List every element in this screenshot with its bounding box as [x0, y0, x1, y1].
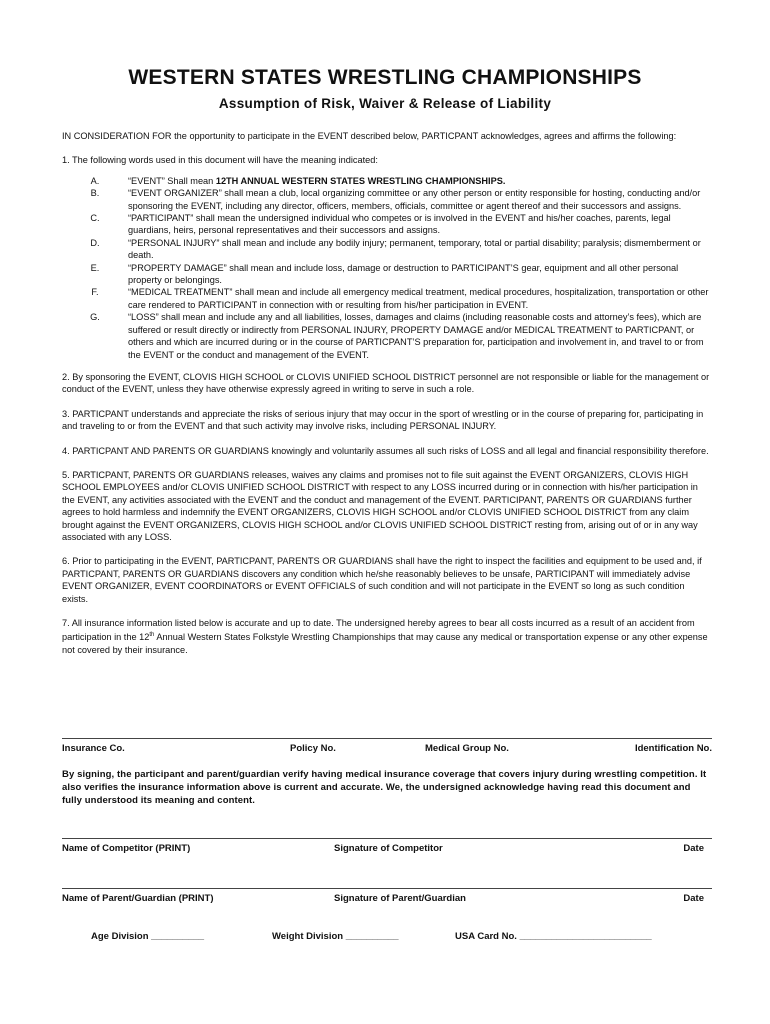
definition-letter: A.	[90, 175, 100, 186]
definition-item	[62, 311, 712, 361]
paragraph-4: 4. PARTICPANT AND PARENTS OR GUARDIANS knowingly and voluntarily assumes all such risks of LOSS and all legal and financial responsibility therefore.	[62, 445, 709, 456]
guardian-name-label: Name of Parent/Guardian (PRINT)	[62, 893, 214, 904]
competitor-name-label: Name of Competitor (PRINT)	[62, 843, 191, 854]
definition-text: “EVENT” Shall mean	[128, 175, 216, 186]
identification-no-label: Identification No.	[634, 743, 712, 754]
definition-item	[62, 237, 712, 262]
insurance-co-label: Insurance Co.	[62, 743, 125, 754]
insurance-line[interactable]	[62, 738, 712, 739]
definition-letter: D.	[90, 237, 100, 248]
competitor-signature-line[interactable]	[62, 838, 712, 839]
document-subtitle: Assumption of Risk, Waiver & Release of Liability	[218, 96, 552, 111]
paragraph-5: 5. PARTICPANT, PARENTS OR GUARDIANS releases, waives any claims and promises not to file suit against the EVENT ORGANIZERS, CLOVIS HIGH SCHOOL EMPLOYEES and/or CLOVIS UNIFIED SCHOOL DISTRICT with respect to any LOSS incurred during or in connection with his/her participation in the EVENT, any activities associated with the EVENT and the conduct and management of the EVENT. PARTICIPANT, PARENTS OR GUARDIANS further agrees to hold harmless and indemnify the EVENT ORGANIZERS, CLOVIS HIGH SCHOOL and/or CLOVIS UNIFIED SCHOOL DISTRICT from any claim brought against the EVENT ORGANIZERS, CLOVIS HIGH SCHOOL and/or CLOVIS UNIFIED SCHOOL DISTRICT resting from, arising out of or in any way associated with any LOSS.	[62, 469, 698, 542]
definition-letter: G.	[90, 312, 100, 323]
event-name: 12TH ANNUAL WESTERN STATES WRESTLING CHAMPIONSHIPS.	[215, 175, 506, 186]
guardian-signature-line[interactable]	[62, 888, 712, 889]
paragraph-2: 2. By sponsoring the EVENT, CLOVIS HIGH SCHOOL or CLOVIS UNIFIED SCHOOL DISTRICT personnel are not responsible or liable for the management or conduct of the EVENT, unless they have otherwise expressly agreed in writing to serve in such a role.	[62, 371, 710, 395]
guardian-signature-label: Signature of Parent/Guardian	[334, 893, 466, 904]
intro-paragraph: IN CONSIDERATION FOR the opportunity to participate in the EVENT described below, PARTICPANT acknowledges, agrees and affirms the following:	[62, 131, 677, 141]
document-title: WESTERN STATES WRESTLING CHAMPIONSHIPS	[128, 66, 642, 89]
paragraph-1: 1. The following words used in this document will have the meaning indicated:	[62, 155, 378, 166]
definition-text: “MEDICAL TREATMENT” shall mean and include all emergency medical treatment, medical procedures, hospitalization, transportation or other care rendered to PARTICIPANT in connection with or resulting from his/her participation in EVENT.	[128, 287, 709, 310]
definition-text: “PARTICIPANT” shall mean the undersigned individual who competes or is involved in the EVENT and his/her coaches, parents, legal guardians, heirs, personal representatives and their successors and assigns.	[128, 213, 671, 236]
age-division-field[interactable]: Age Division __________	[91, 931, 205, 942]
definition-text: “LOSS” shall mean and include any and all liabilities, losses, damages and claims (including reasonable costs and attorney’s fees), which are suffered or result directly or indirectly from PERSONAL INJURY, PROPERTY DAMAGE and/or MEDICAL TREATMENT to PARTICPANT, or others and which are incurred during or in the course of PARTICPANT’S preparation for, participation and involvement in, and travel to or from the EVENT or the conduct and management of the EVENT.	[128, 312, 704, 360]
definition-item	[62, 212, 712, 237]
policy-no-label: Policy No.	[290, 743, 336, 754]
competitor-signature-label: Signature of Competitor	[334, 843, 443, 854]
definition-item	[62, 175, 712, 187]
definition-item	[62, 262, 712, 287]
definition-item	[62, 286, 712, 311]
definition-letter: C.	[90, 213, 100, 224]
definition-text: “PROPERTY DAMAGE” shall mean and include loss, damage or destruction to PARTICIPANT’S gear, equipment and all other personal property or belongings.	[128, 262, 679, 286]
definition-letter: E.	[90, 262, 100, 273]
medical-group-label: Medical Group No.	[425, 743, 509, 754]
definitions-list	[62, 175, 712, 361]
guardian-date-label: Date	[683, 893, 704, 904]
definition-text: “PERSONAL INJURY” shall mean and include any bodily injury; permanent, temporary, total or partial disability; paralysis; dismemberment or death.	[128, 237, 701, 261]
paragraph-3: 3. PARTICPANT understands and appreciate the risks of serious injury that may occur in the sport of wrestling or in the course of preparing for, participating in and traveling to or from the EVENT and that such activity may involve risks, including PERSONAL INJURY.	[62, 408, 704, 432]
definition-text: “EVENT ORGANIZER” shall mean a club, local organizing committee or any other person or entity responsible for hosting, conducting and/or sponsoring the EVENT, including any director, officers, members, officials, committee or agent thereof and their successors and assigns.	[128, 188, 701, 211]
definition-item	[62, 187, 712, 212]
document-body	[62, 130, 712, 668]
paragraph-7: 7. All insurance information listed below is accurate and up to date. The undersigned hereby agrees to bear all costs incurred as a result of an accident from participation in the 12th Annual Western States Folkstyle Wrestling Championships that may cause any medical or transportation expense or any other expense not covered by their insurance.	[62, 618, 708, 655]
competitor-date-label: Date	[683, 843, 704, 854]
weight-division-field[interactable]: Weight Division __________	[272, 931, 399, 942]
paragraph-6: 6. Prior to participating in the EVENT, PARTICPANT, PARENTS OR GUARDIANS shall have the right to inspect the facilities and equipment to be used and, if PARTICPANT, PARENTS OR GUARDIANS discovers any condition which he/she reasonably believes to be unsafe, PARTICIPANT will immediately advise EVENT ORGANIZER, EVENT COORDINATORS or EVENT OFFICIALS of such condition and will not participate in the EVENT so long as such condition exists.	[62, 556, 702, 604]
usa-card-field[interactable]: USA Card No. _________________________	[455, 931, 652, 942]
definition-letter: B.	[90, 188, 100, 199]
consent-statement: By signing, the participant and parent/guardian verify having medical insurance coverage that covers injury during wrestling competition. It also verifies the insurance information above is current and accurate. We, the undersigned acknowledge having read this document and fully understood its meaning and content.	[62, 769, 707, 806]
definition-letter: F.	[91, 287, 99, 298]
